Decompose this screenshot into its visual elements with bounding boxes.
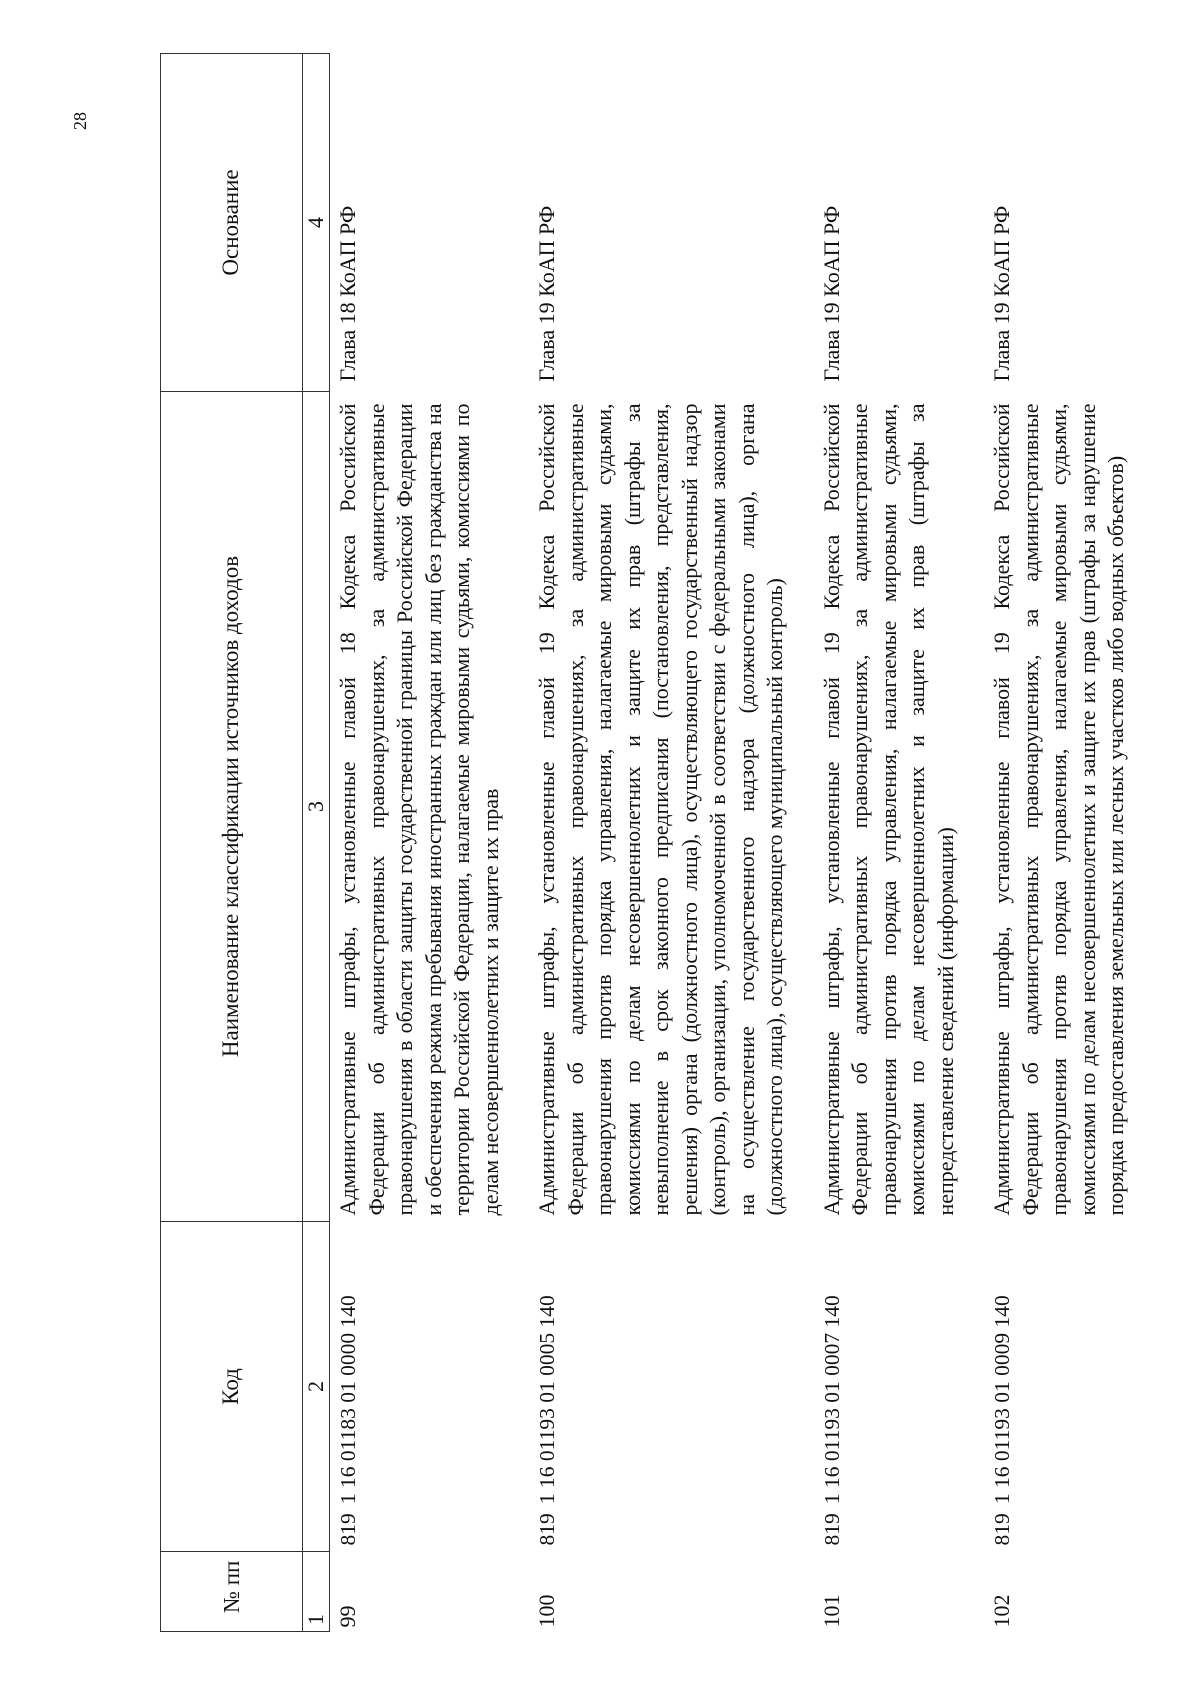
row-code [984,1222,1155,1552]
row-number: 102 [989,1594,1014,1628]
admin-code: 819 [336,1513,360,1546]
column-number-row [303,54,330,1632]
header-name: Наименование классификации источников доходов [161,392,303,1222]
header-code: Код [161,1222,303,1552]
header-basis: Основание [161,54,303,392]
row-number: 99 [335,1605,360,1628]
row-name: Административные штрафы, установленные главой 19 Кодекса Российской Федерации об административных правонарушениях, за административные правонарушения против порядка управления, налагаемые мировыми судьями, комиссиями по делам несовершеннолетних и защите их прав (штрафы за невыполнение в срок законного предписания (постановления, представления, решения) органа (должностного лица), осуществляющего государственный надзор (контроль), организации, уполномоченной в соответствии с федеральными законами на осуществление государственного надзора (должностного лица), органа (должностного лица), осуществляющего муниципальный контроль) [534,403,787,1216]
table-row [814,54,985,1632]
row-code [529,1222,814,1552]
row-number: 100 [534,1594,559,1628]
table-header-row [161,54,303,1632]
classification-code: 1 16 01183 01 0000 140 [336,1295,360,1505]
row-number: 101 [818,1594,844,1628]
admin-code: 819 [990,1513,1014,1546]
row-code [330,1222,530,1552]
row-name: Административные штрафы, установленные главой 19 Кодекса Российской Федерации об административных правонарушениях, за административные правонарушения против порядка управления, налагаемые мировыми судьями, комиссиями по делам несовершеннолетних и защите их прав (штрафы за нарушение порядка предоставления земельных или лесных участков либо водных объектов) [989,403,1128,1216]
row-basis: Глава 19 КоАП РФ [534,205,559,382]
admin-code: 819 [535,1513,559,1546]
table-row [330,54,530,1632]
classification-code: 1 16 01193 01 0009 140 [990,1295,1014,1505]
header-num: № пп [161,1552,303,1632]
income-classification-table [160,53,1155,1632]
row-basis: Глава 19 КоАП РФ [818,205,844,382]
page-number: 28 [70,112,90,130]
row-code [814,1222,985,1552]
admin-code: 819 [819,1513,844,1546]
column-number: 3 [303,392,330,1222]
row-basis: Глава 18 КоАП РФ [335,205,360,382]
row-name: Административные штрафы, установленные главой 19 Кодекса Российской Федерации об административных правонарушениях, за административные правонарушения против порядка управления, налагаемые мировыми судьями, комиссиями по делам несовершеннолетних и защите их прав (штрафы за непредставление сведений (информации) [818,403,958,1216]
column-number: 1 [303,1552,330,1632]
row-basis: Глава 19 КоАП РФ [989,205,1014,382]
row-name: Административные штрафы, установленные главой 18 Кодекса Российской Федерации об административных правонарушениях, за административные правонарушения в области защиты государственной границы Российской Федерации и обеспечения режима пребывания иностранных граждан или лиц без гражданства на территории Российской Федерации, налагаемые мировыми судьями, комиссиями по делам несовершеннолетних и защите их прав [335,403,503,1216]
classification-code: 1 16 01193 01 0007 140 [819,1295,844,1505]
table-row [984,54,1155,1632]
column-number: 4 [303,54,330,392]
table-row [529,54,814,1632]
column-number: 2 [303,1222,330,1552]
classification-code: 1 16 01193 01 0005 140 [535,1295,559,1505]
